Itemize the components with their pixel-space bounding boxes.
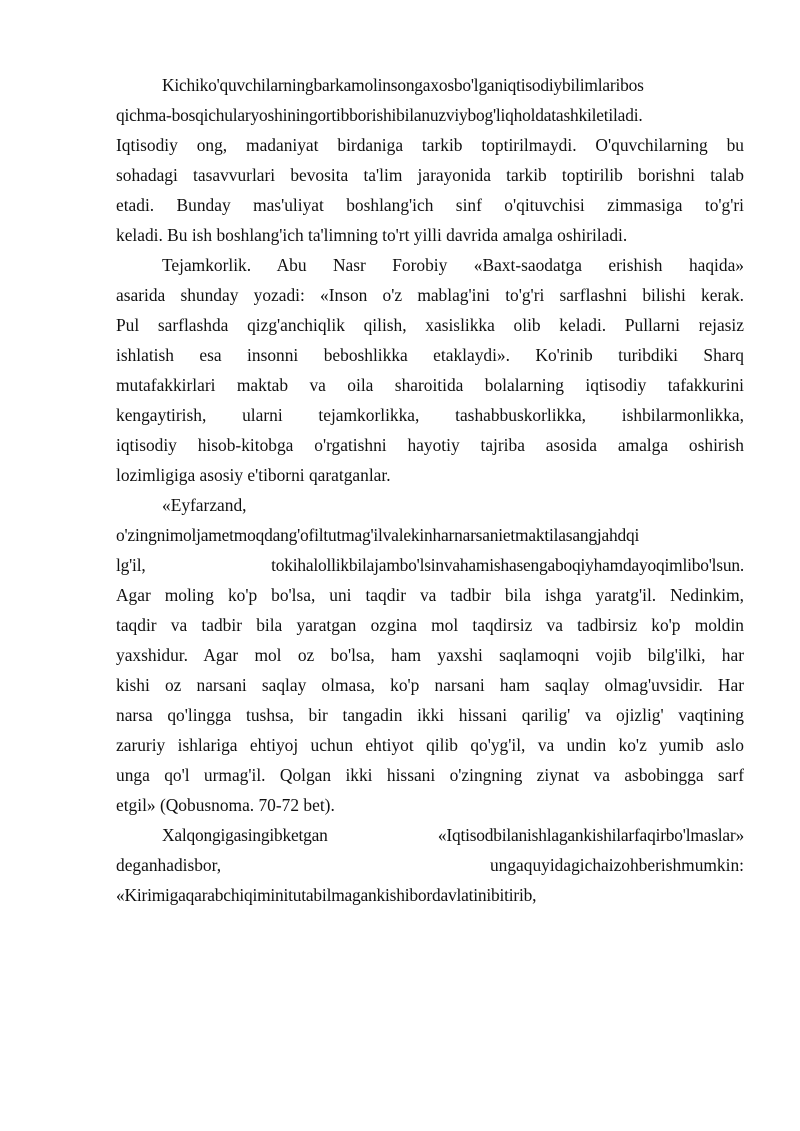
text-line: zaruriy ishlariga ehtiyoj uchun ehtiyot qilib qo'yg'il, va undin ko'z yumib aslo <box>116 735 744 755</box>
text-line: etadi. Bunday mas'uliyat boshlang'ich sinf o'qituvchisi zimmasiga to'g'ri <box>116 195 744 215</box>
text-line: asarida shunday yozadi: «Inson o'z mablag'ini to'g'ri sarflashni bilishi kerak. <box>116 285 744 305</box>
text-line: keladi. Bu ish boshlang'ich ta'limning to'rt yilli davrida amalga oshiriladi. <box>116 225 628 245</box>
text-line: o'zingnimoljametmoqdang'ofiltutmag'ilvalekinharnarsanietmaktilasangjahdqi <box>116 525 640 545</box>
text-line: Tejamkorlik. Abu Nasr Forobiy «Baxt-saodatga erishish haqida» <box>162 255 744 275</box>
text-line: unga qo'l urmag'il. Qolgan ikki hissani o'zingning ziynat va asbobingga sarf <box>116 765 744 785</box>
text-line: «Kirimigaqarabchiqiminitutabilmagankishibordavlatinibitirib, <box>116 885 537 905</box>
text-line: lg'il, tokihalollikbilajambo'lsinvahamishasengaboqiyhamdayoqimlibo'lsun. <box>116 555 744 575</box>
text-line: deganhadisbor, ungaquyidagichaizohberishmumkin: <box>116 855 744 875</box>
text-line: etgil» (Qobusnoma. 70-72 bet). <box>116 795 335 815</box>
text-line: Kichiko'quvchilarningbarkamolinsongaxosbo'lganiqtisodiybilimlaribos <box>162 75 644 95</box>
document-page <box>116 70 744 910</box>
text-line: taqdir va tadbir bila yaratgan ozgina mol taqdirsiz va tadbirsiz ko'p moldin <box>116 615 744 635</box>
text-line: narsa qo'lingga tushsa, bir tangadin ikki hissani qarilig' va ojizlig' vaqtining <box>116 705 744 725</box>
text-line: lozimligiga asosiy e'tiborni qaratganlar. <box>116 465 391 485</box>
text-line: Pul sarflashda qizg'anchiqlik qilish, xasislikka olib keladi. Pullarni rejasiz <box>116 315 744 335</box>
text-line: sohadagi tasavvurlari bevosita ta'lim jarayonida tarkib toptirilib borishni talab <box>116 165 744 185</box>
text-line: Agar moling ko'p bo'lsa, uni taqdir va tadbir bila ishga yaratg'il. Nedinkim, <box>116 585 744 605</box>
text-line: ishlatish esa insonni beboshlikka etaklaydi». Ko'rinib turibdiki Sharq <box>116 345 744 365</box>
text-line: iqtisodiy hisob-kitobga o'rgatishni hayotiy tajriba asosida amalga oshirish <box>116 435 744 455</box>
text-line: mutafakkirlari maktab va oila sharoitida bolalarning iqtisodiy tafakkurini <box>116 375 744 395</box>
text-line: qichma-bosqichularyoshiningortibborishibilanuzviybog'liqholdatashkiletiladi. <box>116 105 643 125</box>
text-line: kishi oz narsani saqlay olmasa, ko'p narsani ham saqlay olmag'uvsidir. Har <box>116 675 744 695</box>
text-line: Iqtisodiy ong, madaniyat birdaniga tarkib toptirilmaydi. O'quvchilarning bu <box>116 135 744 155</box>
text-line: Xalqongigasingibketgan «Iqtisodbilanishlagankishilarfaqirbo'lmaslar» <box>162 825 744 845</box>
text-line: yaxshidur. Agar mol oz bo'lsa, ham yaxshi saqlamoqni vojib bilg'ilki, har <box>116 645 744 665</box>
text-line: kengaytirish, ularni tejamkorlikka, tashabbuskorlikka, ishbilarmonlikka, <box>116 405 744 425</box>
text-line: «Eyfarzand, <box>162 495 247 515</box>
